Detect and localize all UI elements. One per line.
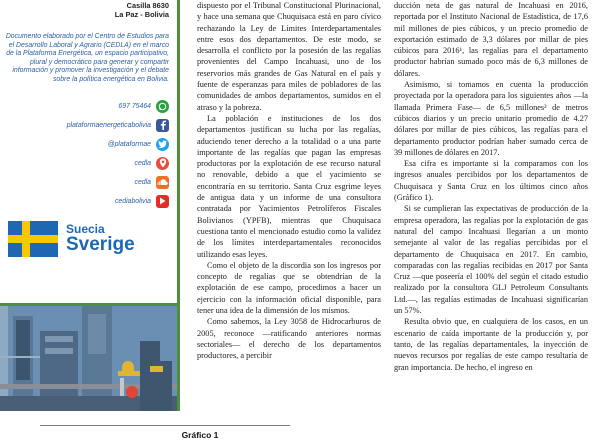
whatsapp-icon	[156, 100, 169, 113]
contact-facebook[interactable]	[0, 116, 169, 135]
contact-periscope[interactable]	[0, 154, 169, 173]
contact-label: @plataformae	[107, 140, 151, 148]
address-line: Casilla 8630	[126, 1, 169, 10]
twitter-icon	[156, 138, 169, 151]
address-line: La Paz - Bolivia	[114, 10, 169, 19]
paragraph: ducción neta de gas natural de Incahuasi en 2016, reportada por el Instituto Nacional de Estadística, de 17,6 mil millones de pies cúbicos, y un precio promedio de exportación estimado de 3,3 dólares por millar de pies cúbicos para 2016¹, las regalías para el departamento productor habrían sumado poco más de 6,3 millones de dólares.	[394, 1, 588, 78]
contact-label: 697 75464	[118, 102, 151, 110]
contact-label: plataformaenergeticabolivia	[66, 121, 151, 129]
about-text: Documento elaborado por el Centro de Estudios para el Desarrollo Laboral y Agrario (CEDLA) en el marco de la Plataforma Energética, un espacio participativo, plural y democrático para generar y compartir información y promover la investigación y el debate sobre la política energética en Bolivia.	[5, 33, 169, 83]
soundcloud-icon	[156, 176, 169, 189]
paragraph: Resulta obvio que, en cualquiera de los casos, en un escenario de caída importante de la producción y, por tanto, de las regalías departamentales, la inyección de nuevos recursos por regalías de este campo resultaría de gran importancia. De hecho, el ingreso en	[394, 317, 588, 372]
paragraph: Como sabemos, la Ley 3058 de Hidrocarburos de 2005, reconoce —ratificando anteriores normas sectoriales— el derecho de los departamentos productores, a percibir	[197, 317, 381, 361]
contact-label: cedla	[134, 159, 151, 167]
figure-rule	[40, 425, 290, 426]
contact-list	[0, 97, 169, 211]
paragraph: dispuesto por el Tribunal Constitucional Plurinacional, y hace una semana que Chuquisaca está en paro cívico rechazando la Ley de Límites Interdepartamentales entre esos dos departamentos. De este modo, se desarrolla el conflicto por la posesión de las regalías provenientes del Campo Incahuasi, uno de los reservorios más grandes de Gas Natural en el país y fuente de esperanzas para miles de pobladores de las comunidades de ambos departamentos, sumidos en el atraso y la pobreza.	[197, 1, 381, 112]
contact-youtube[interactable]	[0, 192, 169, 211]
sidebar-panel	[0, 0, 180, 303]
paragraph: Si se cumplieran las expectativas de producción de la empresa operadora, las regalías por la explotación de gas natural del campo Incahuasi llegarían a un monto semejante al valor de las regalías percibidas por el departamento de Chuquisaca en 2017. En cambio, comparadas con las regalías recibidas en 2017 por Santa Cruz —que poseería el 100% del según el citado estudio realizado por la consultora GLJ Petroleum Consultants Ltd.—, las regalías estimadas de Incahuasi significarían un 57%.	[394, 204, 588, 316]
youtube-icon	[156, 195, 169, 208]
paragraph: La población e instituciones de los dos departamentos justifican su lucha por las regalías, aduciendo tener derecho a la totalidad o a una parte importante de las regalías que pagan las empresas productoras por la explotación de ese recurso natural no renovable, debido a que el yacimiento se encontraría en su territorio. Santa Cruz esgrime leyes de antigua data y un informe de una consultora contratada por Yacimientos Petrolíferos Fiscales Bolivianos (YPFB), mientras que Chuquisaca cuestiona tanto el mencionado estudio como la validez de los límites interdepartamentales reconocidos utilizando esas leyes.	[197, 113, 381, 259]
figure-caption: Gráfico 1	[181, 430, 219, 440]
article-column-right	[394, 0, 588, 373]
gas-plant-illustration	[0, 306, 177, 411]
contact-label: cedla	[134, 178, 151, 186]
paragraph: Esa cifra es importante si la comparamos con los ingresos anuales percibidos por los departamentos de Chuquisaca y Santa Cruz en los últimos cinco años (Gráfico 1).	[394, 159, 588, 203]
contact-label: cediabolivia	[114, 197, 151, 205]
sponsor-logo	[8, 221, 169, 257]
facebook-icon	[156, 119, 169, 132]
sponsor-line1: Suecia	[66, 221, 105, 236]
paragraph: Como el objeto de la discordia son los ingresos por concepto de regalías que se obtendrían de la explotación de ese campo, procedimos a hacer un ejercicio con la información oficial disponible, para tener una idea de la dimensión de los mismos.	[197, 260, 381, 316]
article-column-left	[197, 0, 381, 362]
address-block	[0, 0, 169, 19]
contact-whatsapp[interactable]	[0, 97, 169, 116]
contact-soundcloud[interactable]	[0, 173, 169, 192]
sweden-flag-icon	[8, 221, 58, 257]
sponsor-line2: Sverige	[66, 233, 135, 255]
paragraph: Asimismo, si tomamos en cuenta la producción proyectada por la operadora para los siguientes años —la llamada Primera Fase— de 6,5 millones² de metros cúbicos diarios y un precio unitario promedio de 4.27 dólares por millar de pies cúbicos, las regalías para el departamento productor podrían haber sumado cerca de 39 millones de dólares en 2017.	[394, 80, 588, 157]
contact-twitter[interactable]	[0, 135, 169, 154]
periscope-icon	[156, 157, 169, 170]
gas-plant-photo	[0, 303, 180, 411]
